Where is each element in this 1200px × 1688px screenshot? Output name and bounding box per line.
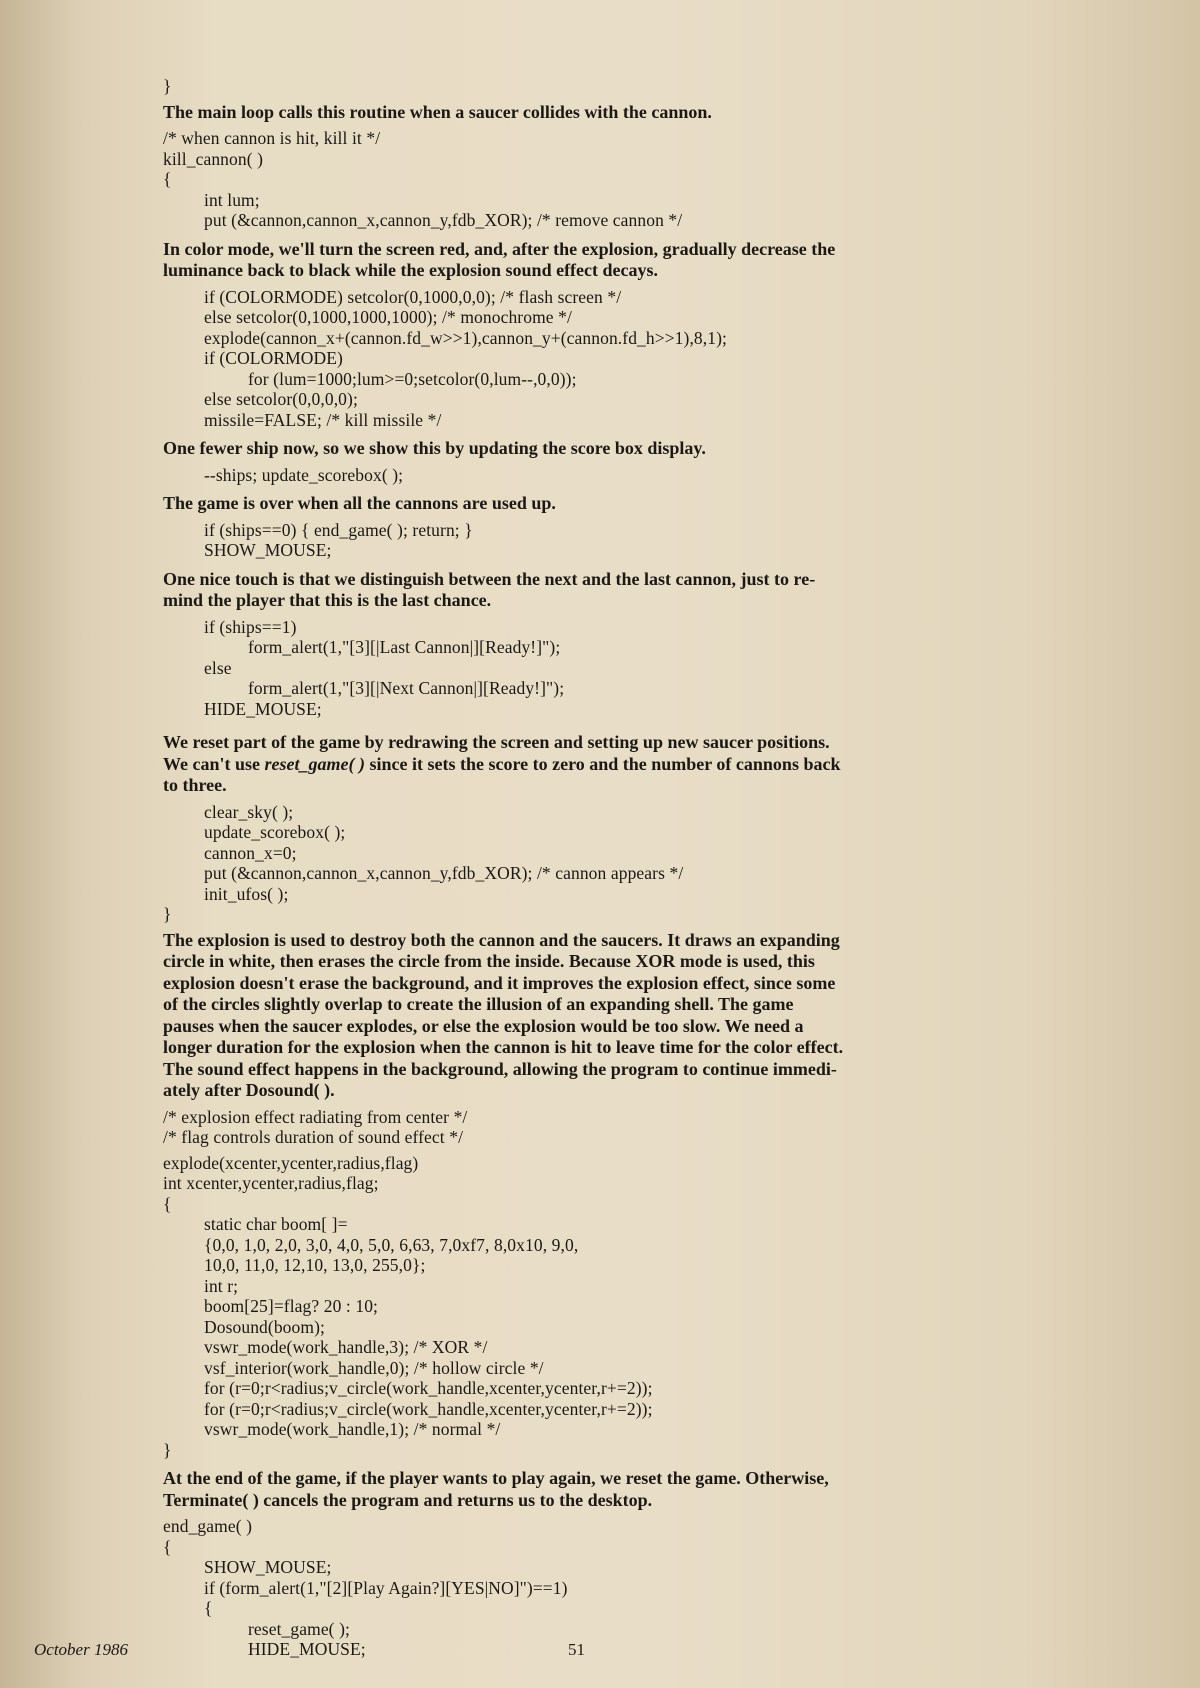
code-line: if (COLORMODE) <box>204 348 343 368</box>
code-line: int lum; <box>204 189 260 210</box>
code-line: else setcolor(0,1000,1000,1000); /* monochrome */ <box>204 307 572 327</box>
prose-line: One nice touch is that we distinguish between the next and the last cannon, just to re- <box>163 568 816 589</box>
code-line: HIDE_MOUSE; <box>204 698 322 719</box>
prose-line: ately after Dosound( ). <box>163 1080 335 1100</box>
code-line: { <box>163 1536 172 1557</box>
code-line: vsf_interior(work_handle,0); /* hollow circle */ <box>204 1357 544 1378</box>
function-name-italic: reset_game( ) <box>264 753 365 774</box>
code-line: end_game( ) <box>163 1516 253 1536</box>
code-line: } <box>163 904 172 924</box>
prose-line: explosion doesn't erase the background, and it improves the explosion effect, since some <box>163 972 836 993</box>
code-line: missile=FALSE; /* kill missile */ <box>204 409 442 430</box>
code-line: update_scorebox( ); <box>204 822 346 842</box>
code-line: kill_cannon( ) <box>163 148 264 169</box>
code-line: cannon_x=0; <box>204 842 297 863</box>
code-block-color-flash <box>163 287 1023 431</box>
prose-line: The explosion is used to destroy both the cannon and the saucers. It draws an expanding <box>163 929 840 950</box>
prose-line: The sound effect happens in the background, allowing the program to continue immedi- <box>163 1058 837 1079</box>
code-line: reset_game( ); <box>248 1618 350 1639</box>
code-line: Dosound(boom); <box>204 1316 325 1337</box>
code-line: boom[25]=flag? 20 : 10; <box>204 1296 379 1316</box>
prose-paragraph-explosion <box>163 930 1023 1102</box>
code-line: { <box>163 1193 172 1214</box>
prose-paragraph <box>163 1468 1023 1511</box>
code-line: 10,0, 11,0, 12,10, 13,0, 255,0}; <box>204 1255 426 1275</box>
code-line: int xcenter,ycenter,radius,flag; <box>163 1173 379 1193</box>
code-line: if (COLORMODE) setcolor(0,1000,0,0); /* flash screen */ <box>204 286 622 307</box>
code-line: SHOW_MOUSE; <box>204 1557 332 1577</box>
code-line: if (ships==1) <box>204 616 297 637</box>
prose-line: In color mode, we'll turn the screen red, and, after the explosion, gradually decrease the <box>163 238 836 259</box>
code-line: SHOW_MOUSE; <box>204 540 332 560</box>
prose-line: One fewer ship now, so we show this by updating the score box display. <box>163 438 706 458</box>
code-line: } <box>163 76 172 96</box>
prose-line: mind the player that this is the last chance. <box>163 590 492 610</box>
prose-line: to three. <box>163 775 227 795</box>
prose-line: longer duration for the explosion when the cannon is hit to leave time for the color effect. <box>163 1037 844 1057</box>
prose-line: The main loop calls this routine when a saucer collides with the cannon. <box>163 101 712 122</box>
code-comment: /* when cannon is hit, kill it */ <box>163 128 381 148</box>
code-block-cannon-alert <box>163 617 1023 720</box>
code-line: if (ships==0) { end_game( ); return; } <box>204 519 473 540</box>
code-line: form_alert(1,"[3][|Next Cannon|][Ready!]"); <box>248 678 565 698</box>
code-line: init_ufos( ); <box>204 883 289 904</box>
code-line: vswr_mode(work_handle,3); /* XOR */ <box>204 1337 488 1357</box>
prose-line <box>163 754 1023 776</box>
code-comment: /* flag controls duration of sound effect */ <box>163 1127 464 1147</box>
code-block-game-over-check <box>163 520 1023 561</box>
prose-line: circle in white, then erases the circle from the inside. Because XOR mode is used, this <box>163 951 815 971</box>
code-line: explode(xcenter,ycenter,radius,flag) <box>163 1152 419 1173</box>
code-line: { <box>163 169 172 189</box>
code-line: int r; <box>204 1275 239 1296</box>
prose-line: of the circles slightly overlap to create the illusion of an expanding shell. The game <box>163 994 794 1014</box>
issue-date: October 1986 <box>34 1640 128 1659</box>
prose-paragraph <box>163 569 1023 612</box>
code-block-explode <box>163 1107 1023 1461</box>
code-block-reset-partial <box>163 802 1023 925</box>
code-line: { <box>204 1598 213 1618</box>
code-line: static char boom[ ]= <box>204 1214 348 1234</box>
page-number: 51 <box>568 1640 585 1659</box>
code-line: put (&cannon,cannon_x,cannon_y,fdb_XOR); /* remove cannon */ <box>204 210 683 230</box>
prose-line: pauses when the saucer explodes, or else the explosion would be too slow. We need a <box>163 1015 804 1036</box>
code-line: for (r=0;r<radius;v_circle(work_handle,xcenter,ycenter,r+=2)); <box>204 1378 653 1398</box>
prose-line: Terminate( ) cancels the program and returns us to the desktop. <box>163 1489 653 1510</box>
code-line: else setcolor(0,0,0,0); <box>204 389 358 409</box>
code-line: if (form_alert(1,"[2][Play Again?][YES|NO]")==1) <box>204 1577 568 1598</box>
code-line: {0,0, 1,0, 2,0, 3,0, 4,0, 5,0, 6,63, 7,0xf7, 8,0x10, 9,0, <box>204 1234 579 1255</box>
prose-text: since it sets the score to zero and the number of cannons back <box>364 753 841 774</box>
prose-paragraph <box>163 239 1023 282</box>
code-block-kill-cannon <box>163 128 1023 231</box>
prose-line: luminance back to black while the explosion sound effect decays. <box>163 260 659 280</box>
prose-line: We reset part of the game by redrawing the screen and setting up new saucer positions. <box>163 732 830 752</box>
code-line: form_alert(1,"[3][|Last Cannon|][Ready!]"); <box>248 637 561 657</box>
code-line: explode(cannon_x+(cannon.fd_w>>1),cannon_y+(cannon.fd_h>>1),8,1); <box>204 327 727 348</box>
code-line: --ships; update_scorebox( ); <box>204 464 404 485</box>
code-line: for (r=0;r<radius;v_circle(work_handle,xcenter,ycenter,r+=2)); <box>204 1398 653 1419</box>
prose-text: We can't use <box>163 753 265 774</box>
code-line: clear_sky( ); <box>204 801 294 822</box>
code-line: vswr_mode(work_handle,1); /* normal */ <box>204 1419 501 1439</box>
code-line: for (lum=1000;lum>=0;setcolor(0,lum--,0,0)); <box>248 368 577 389</box>
prose-line: At the end of the game, if the player wants to play again, we reset the game. Otherwise, <box>163 1468 829 1488</box>
prose-line: The game is over when all the cannons are used up. <box>163 493 556 513</box>
code-line: } <box>163 1439 172 1460</box>
code-block-end-game <box>163 1516 1023 1660</box>
article-body <box>163 76 1023 1660</box>
prose-paragraph <box>163 732 1023 797</box>
code-line: HIDE_MOUSE; <box>248 1639 366 1659</box>
code-line: put (&cannon,cannon_x,cannon_y,fdb_XOR); /* cannon appears */ <box>204 863 684 883</box>
code-comment: /* explosion effect radiating from center */ <box>163 1106 468 1127</box>
code-line: else <box>204 657 232 678</box>
